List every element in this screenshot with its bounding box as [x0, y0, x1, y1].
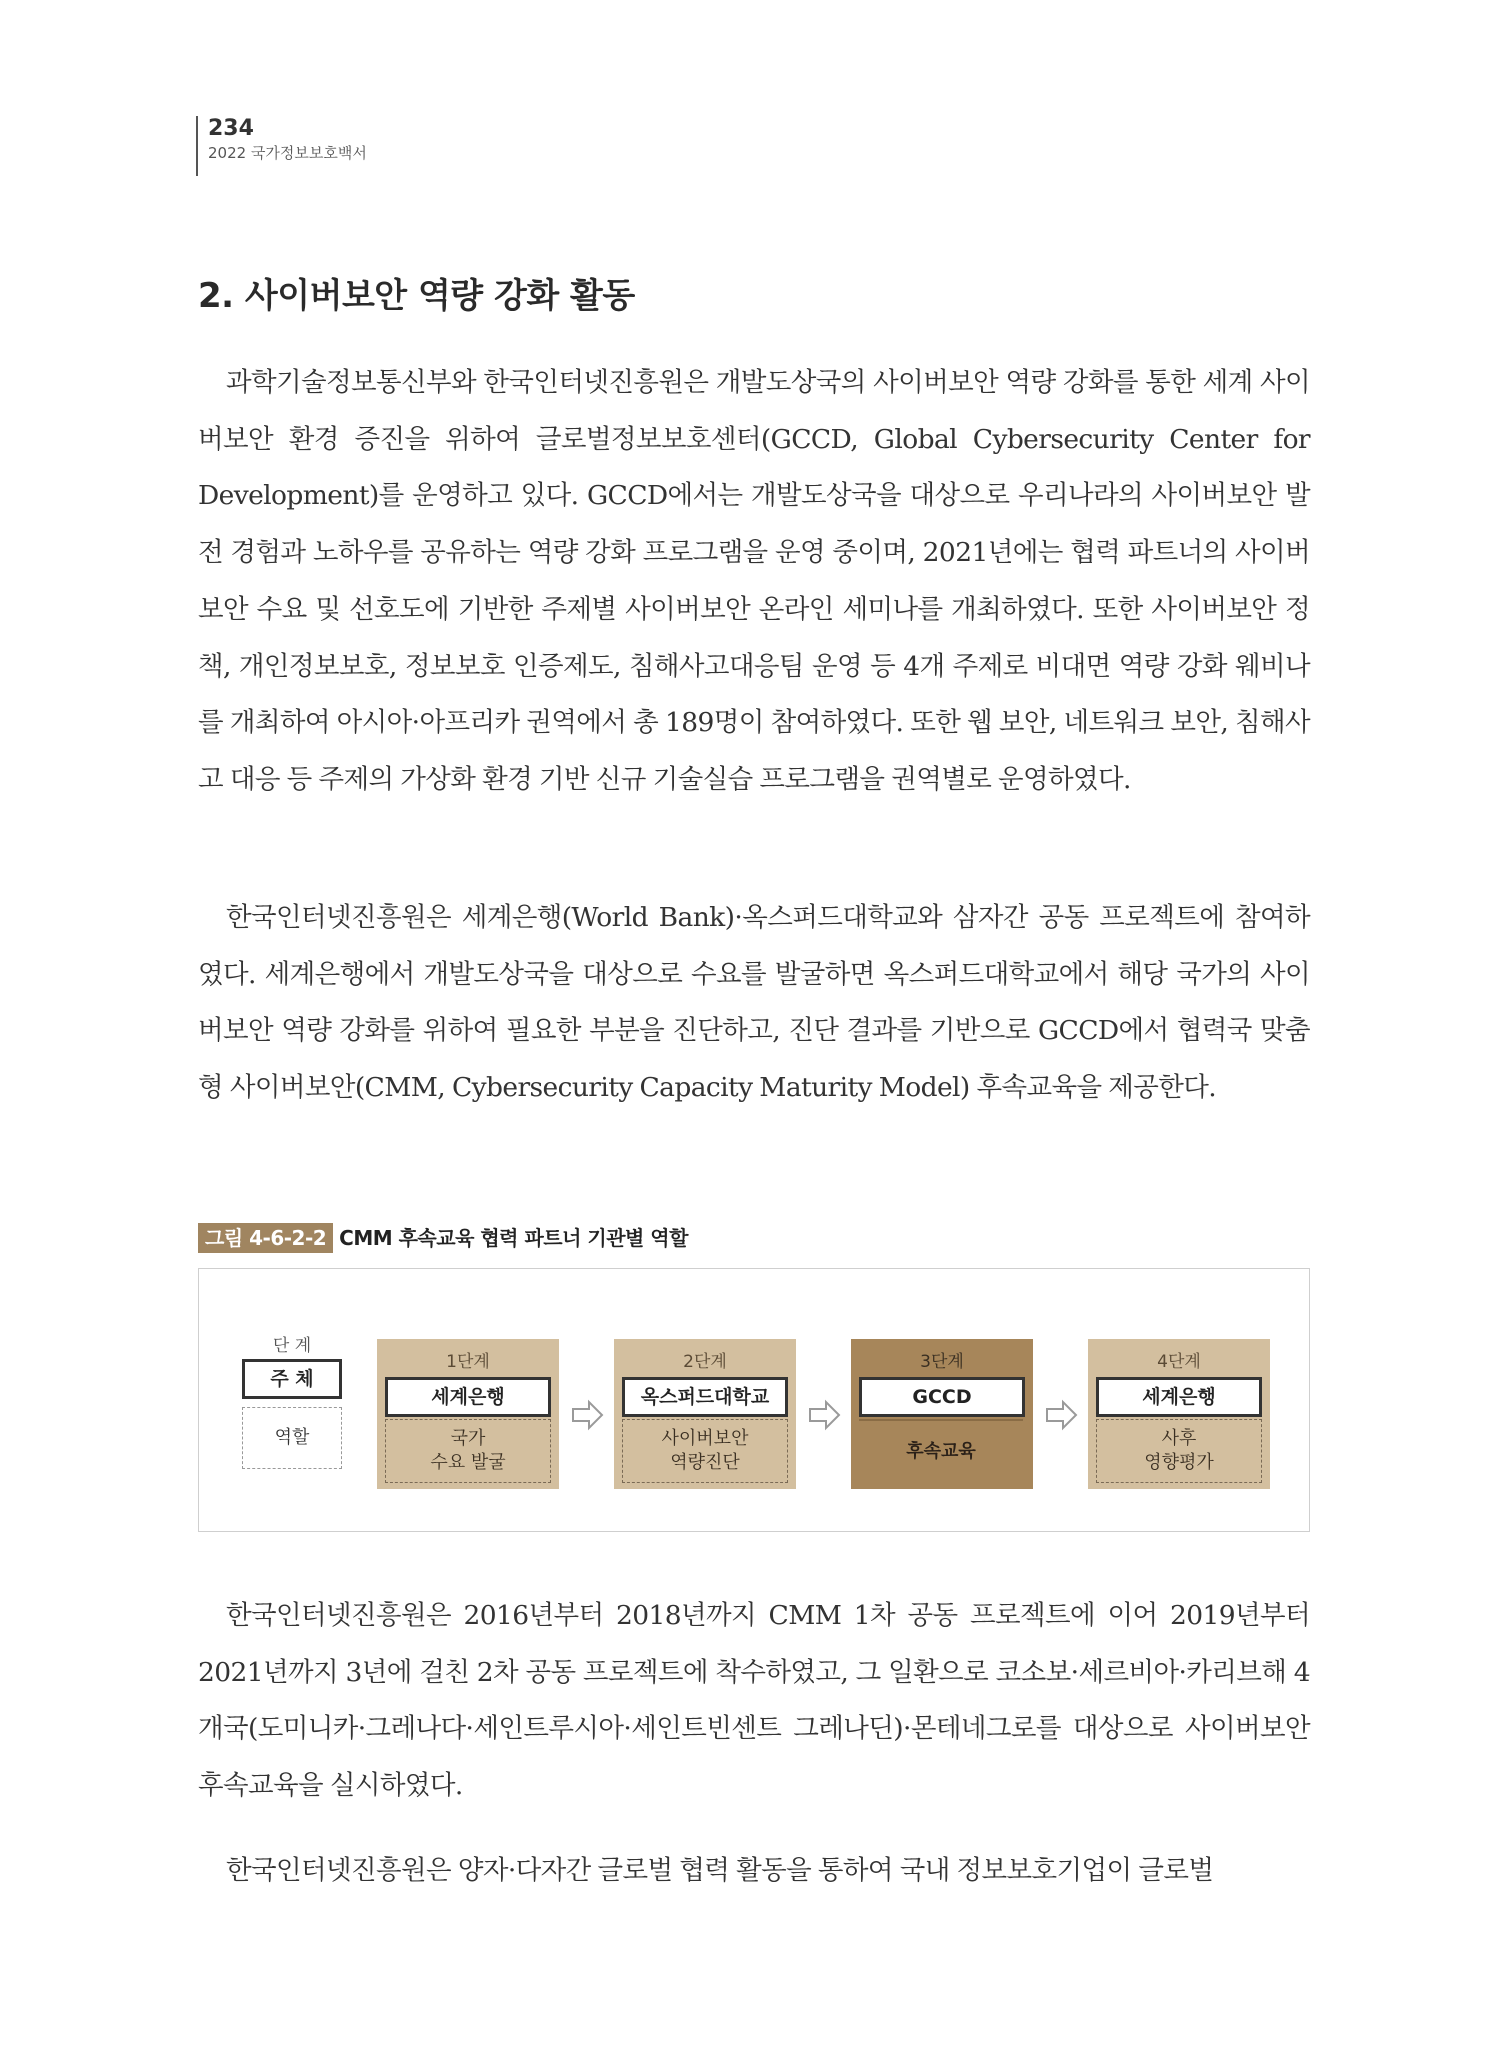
figure-number-badge: 그림 4-6-2-2	[198, 1223, 333, 1253]
stage-role-line: 역량진단	[670, 1452, 740, 1473]
stage-role-line: 국가	[450, 1428, 486, 1449]
stage-subject: 옥스퍼드대학교	[622, 1377, 788, 1417]
figure-caption	[198, 1222, 688, 1251]
body-paragraph: 한국인터넷진흥원은 세계은행(World Bank)·옥스퍼드대학교와 삼자간 공동 프로젝트에 참여하였다. 세계은행에서 개발도상국을 대상으로 수요를 발굴하면 옥스퍼드대학교에서 해당 국가의 사이버보안 역량 강화를 위하여 필요한 부분을 진단하고, 진단 결과를 기반으로 GCCD에서 협력국 맞춤형 사이버보안(CMM, Cybersecurity Capacity Maturity Model) 후속교육을 제공한다.	[198, 902, 1310, 1104]
stage-label: 3단계	[920, 1352, 964, 1372]
right-arrow-icon	[808, 1398, 842, 1432]
page-header	[196, 116, 367, 176]
right-arrow-icon	[571, 1398, 605, 1432]
page-number: 234	[208, 116, 254, 141]
stage-card-1	[377, 1339, 559, 1489]
stage-label: 1단계	[446, 1352, 490, 1372]
stage-role	[385, 1419, 551, 1483]
stage-role-line: 사후	[1161, 1428, 1197, 1449]
stage-card-4	[1088, 1339, 1270, 1489]
stage-role	[859, 1419, 1023, 1483]
stage-row-label: 단 계	[272, 1336, 312, 1356]
stage-role-line: 수요 발굴	[430, 1452, 506, 1473]
stage-subject: GCCD	[859, 1377, 1025, 1417]
figure-title: CMM 후속교육 협력 파트너 기관별 역할	[339, 1226, 688, 1250]
stage-card-3	[851, 1339, 1033, 1489]
book-title: 2022 국가정보보호백서	[208, 144, 367, 162]
body-paragraph: 한국인터넷진흥원은 양자·다자간 글로벌 협력 활동을 통하여 국내 정보보호기업이 글로벌	[226, 1855, 1214, 1886]
subject-row-label: 주 체	[242, 1359, 342, 1399]
stage-label: 4단계	[1157, 1352, 1201, 1372]
stage-role-line: 사이버보안	[661, 1428, 749, 1449]
stage-role	[622, 1419, 788, 1483]
right-arrow-icon	[1045, 1398, 1079, 1432]
stage-subject: 세계은행	[385, 1377, 551, 1417]
stage-card-2	[614, 1339, 796, 1489]
role-row-label: 역할	[242, 1407, 342, 1469]
stage-role-line: 영향평가	[1144, 1452, 1214, 1473]
figure-diagram	[198, 1268, 1310, 1532]
body-paragraph: 한국인터넷진흥원은 2016년부터 2018년까지 CMM 1차 공동 프로젝트에 이어 2019년부터 2021년까지 3년에 걸친 2차 공동 프로젝트에 착수하였고, 그 일환으로 코소보·세르비아·카리브해 4개국(도미니카·그레나다·세인트루시아·세인트빈센트 그레나딘)·몬테네그로를 대상으로 사이버보안 후속교육을 실시하였다.	[198, 1600, 1310, 1802]
stage-label: 2단계	[683, 1352, 727, 1372]
section-title: 2. 사이버보안 역량 강화 활동	[198, 276, 635, 316]
stage-role-line: 후속교육	[906, 1441, 976, 1462]
stage-role	[1096, 1419, 1262, 1483]
body-paragraph: 과학기술정보통신부와 한국인터넷진흥원은 개발도상국의 사이버보안 역량 강화를 통한 세계 사이버보안 환경 증진을 위하여 글로벌정보보호센터(GCCD, Global Cybersecurity Center for Development)를 운영하고 있다. GCCD에서는 개발도상국을 대상으로 우리나라의 사이버보안 발전 경험과 노하우를 공유하는 역량 강화 프로그램을 운영 중이며, 2021년에는 협력 파트너의 사이버보안 수요 및 선호도에 기반한 주제별 사이버보안 온라인 세미나를 개최하였다. 또한 사이버보안 정책, 개인정보보호, 정보보호 인증제도, 침해사고대응팀 운영 등 4개 주제로 비대면 역량 강화 웨비나를 개최하여 아시아·아프리카 권역에서 총 189명이 참여하였다. 또한 웹 보안, 네트워크 보안, 침해사고 대응 등 주제의 가상화 환경 기반 신규 기술실습 프로그램을 권역별로 운영하였다.	[198, 367, 1310, 795]
stage-subject: 세계은행	[1096, 1377, 1262, 1417]
